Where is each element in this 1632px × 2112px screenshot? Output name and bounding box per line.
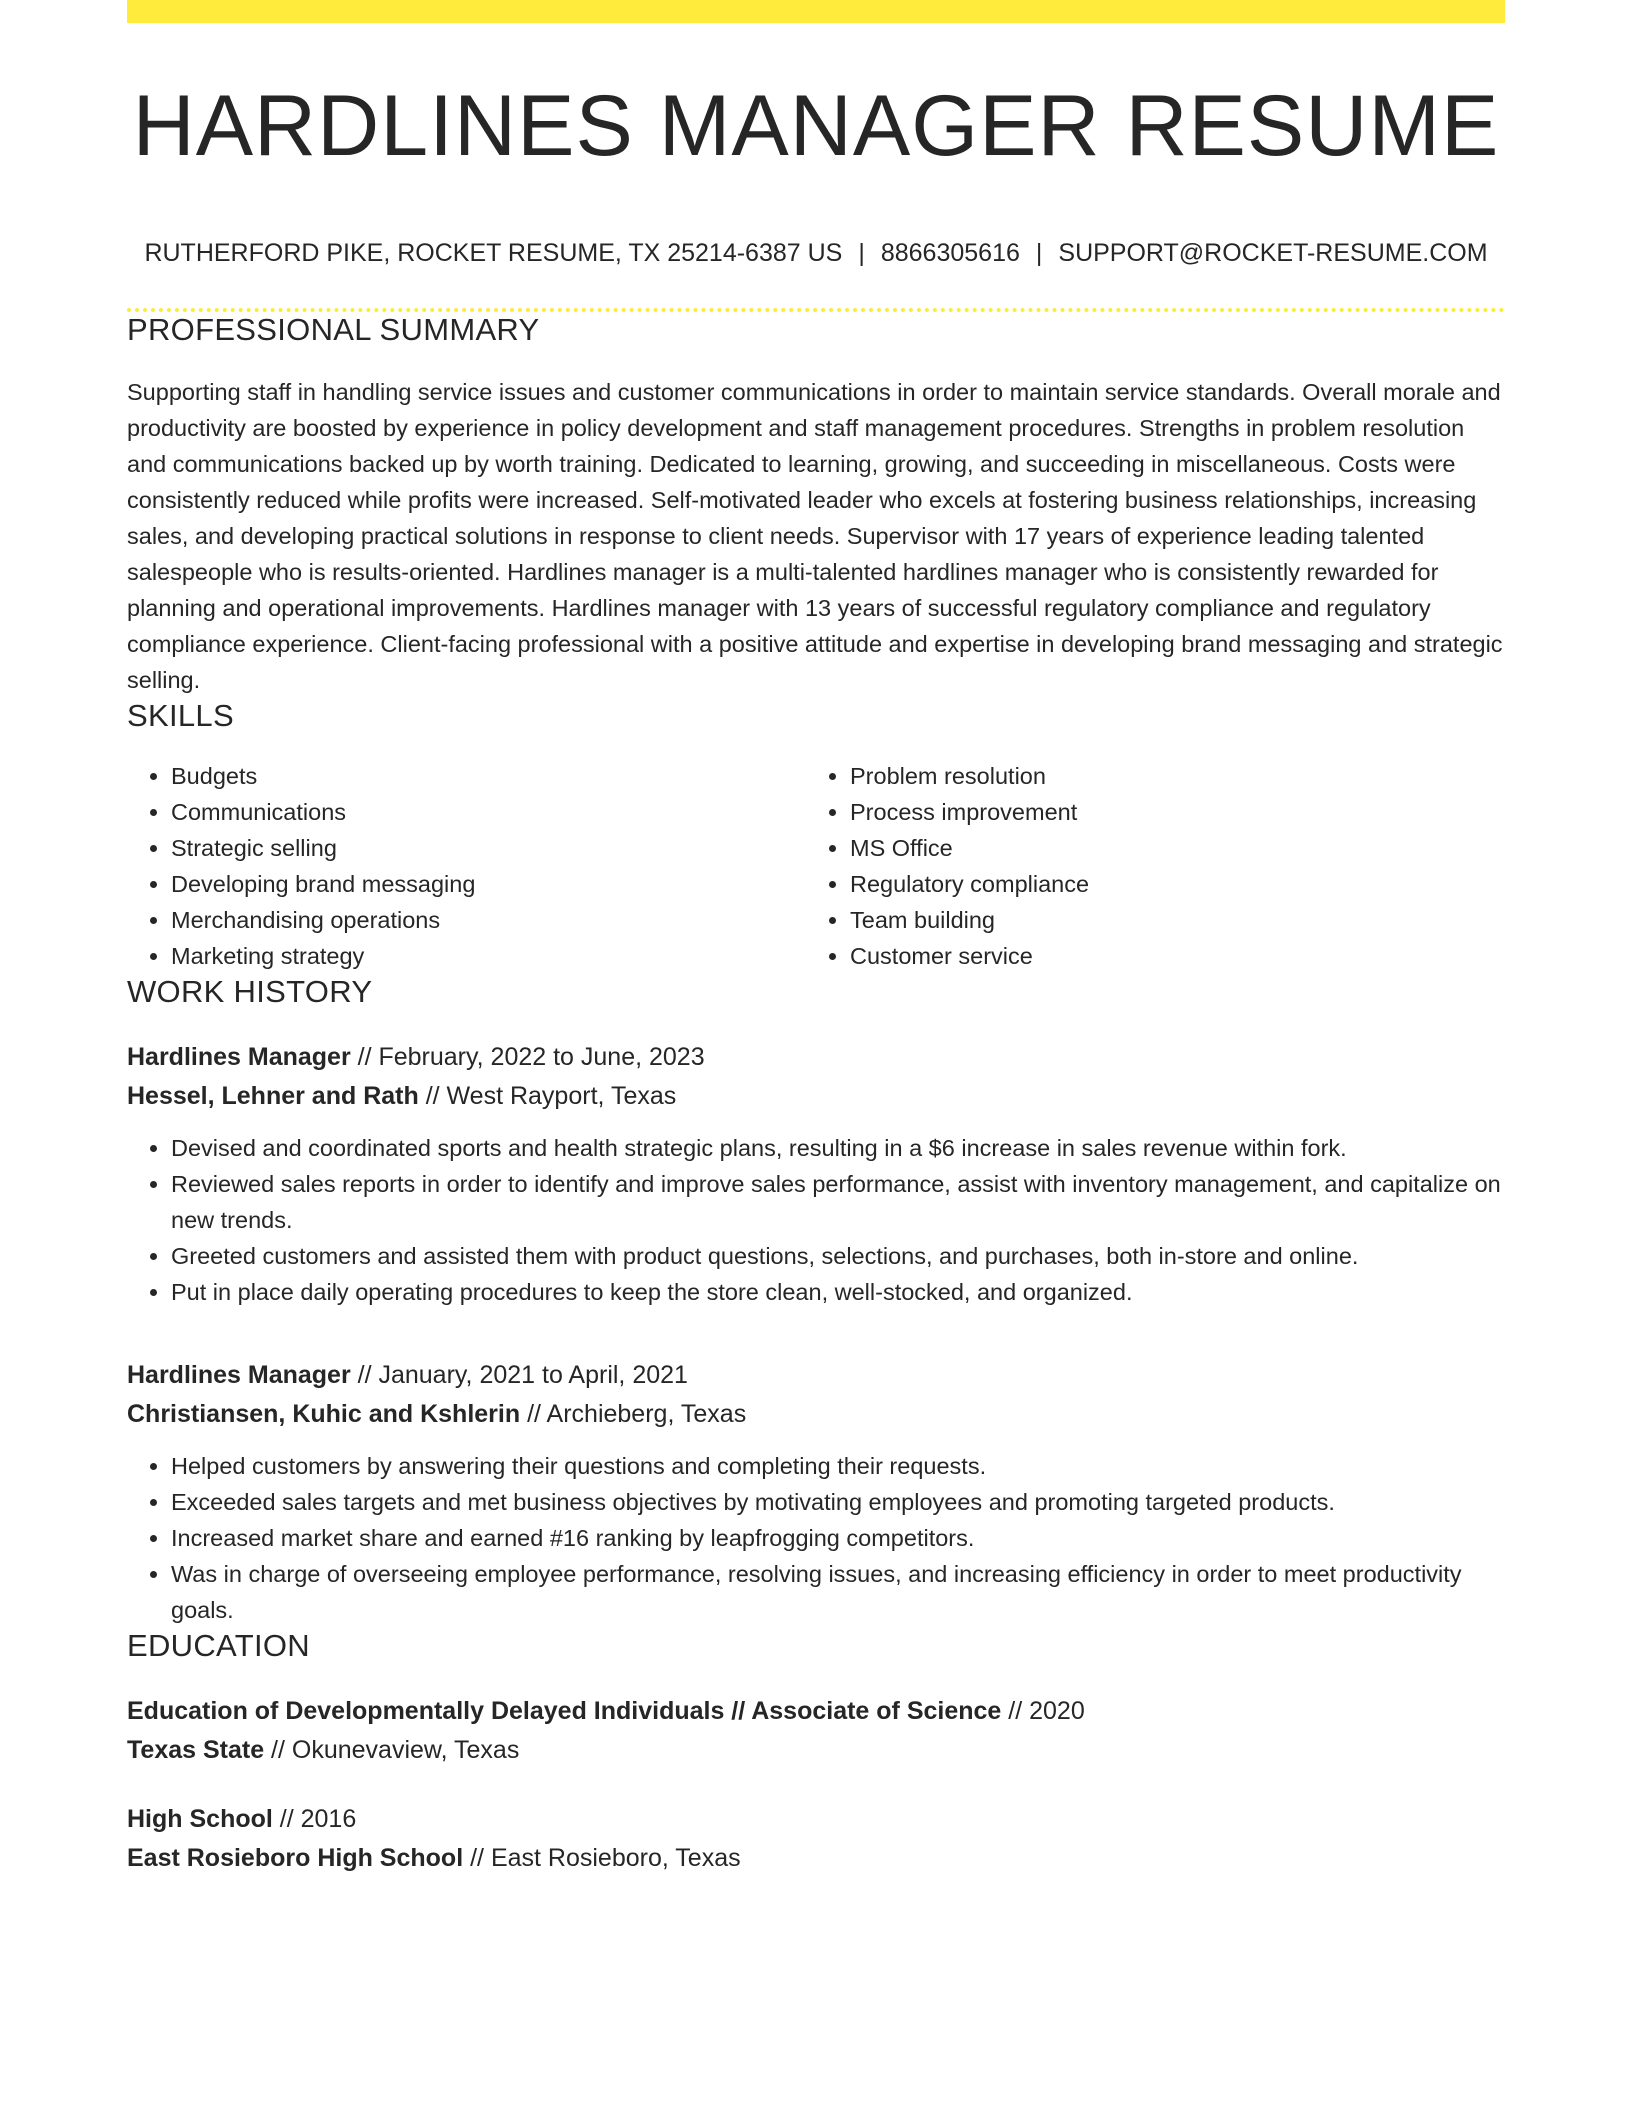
skill-item: • Problem resolution [850, 758, 1485, 794]
contact-line [127, 239, 1505, 268]
job-bullet: • Reviewed sales reports in order to identify and improve sales performance, assist with inventory management, and capitalize on new trends. [171, 1166, 1505, 1238]
education-school: East Rosieboro High School [127, 1844, 464, 1872]
skill-item: • Developing brand messaging [171, 866, 806, 902]
job-dates: // January, 2021 to April, 2021 [350, 1361, 688, 1389]
skill-item: • Merchandising operations [171, 902, 806, 938]
job-company: Hessel, Lehner and Rath [127, 1082, 419, 1110]
education-entry [127, 1800, 1505, 1878]
education-location: // East Rosieboro, Texas [463, 1844, 741, 1872]
skills-column-right [806, 758, 1485, 974]
education-degree-line [127, 1800, 1505, 1839]
job-title: Hardlines Manager [127, 1043, 351, 1071]
education-degree-line [127, 1692, 1505, 1731]
skills-list [127, 758, 1505, 974]
job-bullet: • Helped customers by answering their questions and completing their requests. [171, 1448, 1505, 1484]
contact-email: SUPPORT@ROCKET-RESUME.COM [1058, 239, 1488, 267]
resume-page [127, 0, 1505, 1878]
education-degree: High School [127, 1805, 273, 1833]
skill-item: • Regulatory compliance [850, 866, 1485, 902]
work-history-heading: WORK HISTORY [127, 974, 373, 1009]
job-dates: // February, 2022 to June, 2023 [350, 1043, 705, 1071]
job-bullet: • Devised and coordinated sports and health strategic plans, resulting in a $6 increase in sales revenue within fork. [171, 1130, 1505, 1166]
summary-text: Supporting staff in handling service issues and customer communications in order to maintain service standards. Overall morale and productivity are boosted by experience in policy development and staff management procedures. Strengths in problem resolution and communications backed up by worth training. Dedicated to learning, growing, and succeeding in miscellaneous. Costs were consistently reduced while profits were increased. Self-motivated leader who excels at fostering business relationships, increasing sales, and developing practical solutions in response to client needs. Supervisor with 17 years of experience leading talented salespeople who is results-oriented. Hardlines manager is a multi-talented hardlines manager who is consistently rewarded for planning and operational improvements. Hardlines manager with 13 years of successful regulatory compliance and regulatory compliance experience. Client-facing professional with a positive attitude and expertise in developing brand messaging and strategic selling. [127, 379, 1503, 693]
skill-item: • Budgets [171, 758, 806, 794]
job-bullet: • Put in place daily operating procedures to keep the store clean, well-stocked, and organized. [171, 1274, 1505, 1310]
job-bullet: • Was in charge of overseeing employee performance, resolving issues, and increasing efficiency in order to meet productivity goals. [171, 1556, 1505, 1628]
education-location: // Okunevaview, Texas [264, 1736, 520, 1764]
job-title-line [127, 1356, 1505, 1395]
job-location: // West Rayport, Texas [418, 1082, 677, 1110]
job-location: // Archieberg, Texas [520, 1400, 747, 1428]
job-bullets [127, 1130, 1505, 1310]
job-bullets [127, 1448, 1505, 1628]
job-company: Christiansen, Kuhic and Kshlerin [127, 1400, 521, 1428]
education-year: // 2020 [1001, 1697, 1085, 1725]
skill-item: • Communications [171, 794, 806, 830]
contact-phone: 8866305616 [880, 239, 1020, 267]
skill-item: • Marketing strategy [171, 938, 806, 974]
job-title-line [127, 1038, 1505, 1077]
skill-item: • Process improvement [850, 794, 1485, 830]
accent-top-bar [127, 0, 1505, 23]
skill-item: • Customer service [850, 938, 1485, 974]
job-bullet: • Greeted customers and assisted them with product questions, selections, and purchases, both in-store and online. [171, 1238, 1505, 1274]
contact-address: RUTHERFORD PIKE, ROCKET RESUME, TX 25214-6387 US [144, 239, 843, 267]
job-company-line [127, 1395, 1505, 1434]
job-bullet: • Exceeded sales targets and met business objectives by motivating employees and promoting targeted products. [171, 1484, 1505, 1520]
skills-heading: SKILLS [127, 698, 234, 733]
job-title: Hardlines Manager [127, 1361, 351, 1389]
education-entry [127, 1692, 1505, 1770]
education-year: // 2016 [272, 1805, 357, 1833]
skills-column-left [127, 758, 806, 974]
page-title: HARDLINES MANAGER RESUME [132, 78, 1500, 174]
education-degree: Education of Developmentally Delayed Individuals // Associate of Science [127, 1697, 1002, 1725]
job-bullet: • Increased market share and earned #16 ranking by leapfrogging competitors. [171, 1520, 1505, 1556]
education-school: Texas State [127, 1736, 265, 1764]
skill-item: • Team building [850, 902, 1485, 938]
job-company-line [127, 1077, 1505, 1116]
contact-separator: | [1035, 239, 1043, 267]
education-school-line [127, 1839, 1505, 1878]
job-entry [127, 1038, 1505, 1310]
contact-separator: | [858, 239, 865, 267]
summary-heading: PROFESSIONAL SUMMARY [127, 312, 540, 347]
job-entry [127, 1356, 1505, 1628]
skill-item: • Strategic selling [171, 830, 806, 866]
skill-item: • MS Office [850, 830, 1485, 866]
education-school-line [127, 1731, 1505, 1770]
education-heading: EDUCATION [127, 1628, 310, 1663]
